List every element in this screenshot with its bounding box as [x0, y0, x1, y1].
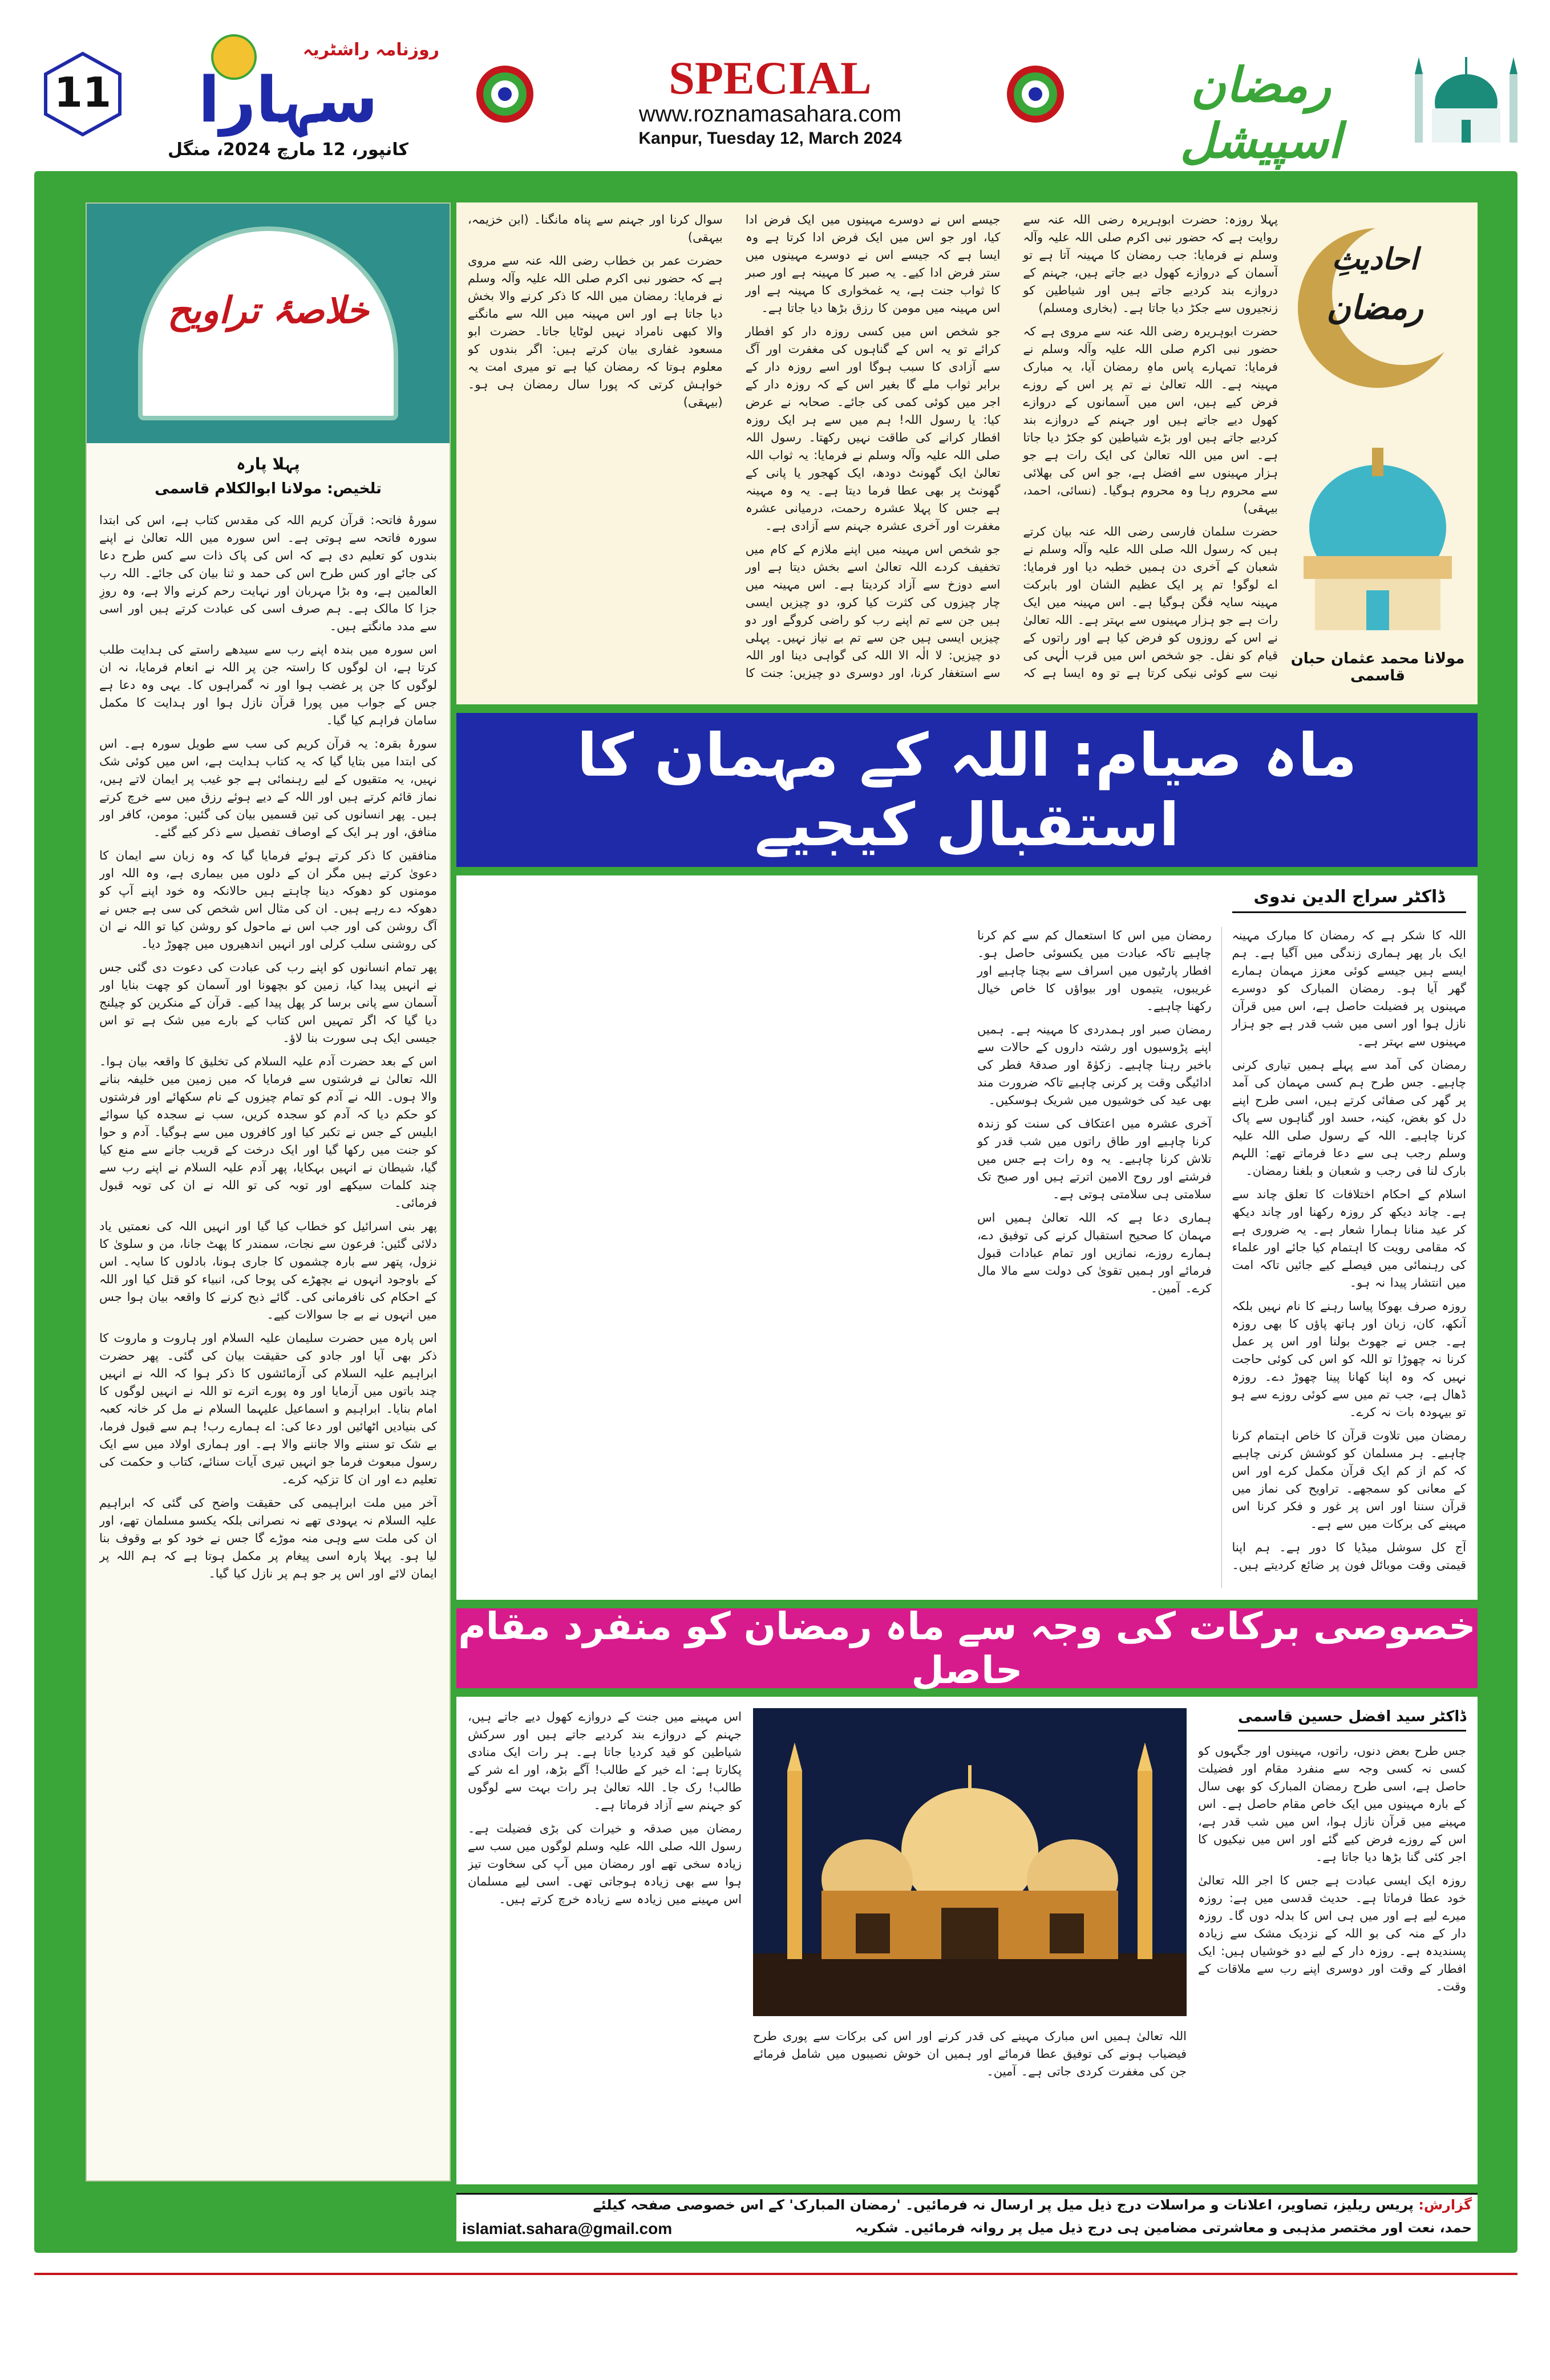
rosette-icon: [474, 63, 536, 125]
article-2-body-left: [468, 1708, 742, 2176]
khulasa-paragraph: پھر تمام انسانوں کو اپنے رب کی عبادت کی دعوت دی گئی جس نے انہیں پیدا کیا، زمین کو بچھونا اور آسمان کو چھت بنایا اور آسمان سے پانی برسا کر پھل پیدا کیے۔ قرآن کے منکرین کو چیلنج دیا گیا کہ اگر تمہیں اس کتاب کے بارے میں شک ہے تو اس جیسی ایک ہی سورت بنا لاؤ۔: [99, 960, 437, 1045]
article-2-paragraph: رمضان میں صدقہ و خیرات کی بڑی فضیلت ہے۔ رسول اللہ صلی اللہ علیہ وسلم لوگوں میں سب سے زیادہ سخی تھے اور رمضان میں آپ کی سخاوت تیز ہوا سے بھی زیادہ ہوجاتی تھی۔ اسی لیے مسلمان اس مہینے میں زیادہ سے زیادہ خرچ کرتے ہیں۔: [468, 1822, 742, 1906]
khulasa-panel: [86, 202, 451, 2182]
hadith-paragraph: پہلا روزہ: حضرت ابوہریرہ رضی اللہ عنہ سے روایت ہے کہ حضور نبی اکرم صلی اللہ علیہ وآلہ وسلم نے فرمایا: جب رمضان کا مہینہ آتا ہے تو آسمان کے دروازے کھول دیے جاتے ہیں، جہنم کے دروازے بند کردیے جاتے ہیں اور شیاطین کو زنجیروں سے جکڑ دیا جاتا ہے۔ (بخاری ومسلم): [1023, 213, 1278, 315]
footer-label: گزارش:: [1418, 2197, 1472, 2213]
hadith-paragraph: حضرت ابوہریرہ رضی اللہ عنہ سے مروی ہے کہ حضور نبی اکرم صلی اللہ علیہ وآلہ وسلم نے فرمایا: تمہارے پاس ماہِ رمضان آیا، یہ مبارک مہینہ ہے۔ اللہ تعالیٰ نے تم پر اس کے روزے فرض کیے ہیں، اس میں آسمانوں کے دروازے کھول دیے جاتے ہیں اور جہنم کے دروازے بند کردیے جاتے ہیں اور بڑے شیاطین کو جکڑ دیا جاتا ہے۔ اس میں اللہ تعالیٰ کی ایک رات ہے جو ہزار مہینوں سے افضل ہے، جو اس کی بھلائی سے محروم رہا وہ محروم ہوگیا۔ (نسائی، احمد، بیہقی): [1023, 325, 1278, 515]
masthead-logo: [143, 34, 439, 165]
article-2-paragraph: روزہ ایک ایسی عبادت ہے جس کا اجر اللہ تعالیٰ خود عطا فرماتا ہے۔ حدیث قدسی میں ہے: روزہ میرے لیے ہے اور میں ہی اس کا بدلہ دوں گا۔ روزہ دار کے منہ کی بو اللہ کے نزدیک مشک سے زیادہ پسندیدہ ہے۔ روزہ دار کے لیے دو خوشیاں ہیں: ایک افطار کے وقت اور دوسری اپنے رب سے ملاقات کے وقت۔: [1198, 1874, 1466, 1993]
khulasa-credit: تلخیص: مولانا ابوالکلام قاسمی: [155, 480, 382, 497]
footer-notice: [456, 2193, 1478, 2241]
article-1-paragraph: آخری عشرہ میں اعتکاف کی سنت کو زندہ کرنا چاہیے اور طاق راتوں میں شب قدر کو تلاش کرنا چاہیے۔ یہ وہ رات ہے جس میں فرشتے اور روح الامین اترتے ہیں اور صبح تک سلامتی ہی سلامتی ہوتی ہے۔: [977, 1117, 1212, 1201]
khulasa-paragraph: منافقین کا ذکر کرتے ہوئے فرمایا گیا کہ وہ زبان سے ایمان کا دعویٰ کرتے ہیں مگر ان کے دلوں میں بیماری ہے، وہ اللہ اور مومنوں کو دھوکہ دینا چاہتے ہیں حالانکہ وہ خود اپنے آپ کو دھوکہ دے رہے ہیں۔ ان کی مثال اس شخص کی سی ہے جس نے آگ روشن کی اور جب اس نے ماحول کو روشن کیا تو اللہ نے ان کی روشنی سلب کرلی اور انہیں اندھیروں میں چھوڑ دیا۔: [99, 849, 437, 951]
mosque-photo: [753, 1708, 1187, 2016]
footer-email[interactable]: islamiat.sahara@gmail.com: [462, 2220, 673, 2237]
masthead-name: سہارا: [198, 63, 378, 136]
article-2-paragraph: جس طرح بعض دنوں، راتوں، مہینوں اور جگہوں کو کسی نہ کسی وجہ سے منفرد مقام اور فضیلت حاصل ہے، اسی طرح رمضان المبارک کو بھی سال کے بارہ مہینوں میں ایک خاص مقام حاصل ہے۔ اس مہینے میں قرآن نازل ہوا، اس میں شب قدر ہے، اس کے روزے فرض کیے گئے اور اس میں نیکیوں کا اجر کئی گنا بڑھا دیا جاتا ہے۔: [1198, 1744, 1466, 1864]
khulasa-paragraph: اس سورہ میں بندہ اپنے رب سے سیدھے راستے کی ہدایت طلب کرتا ہے، ان لوگوں کا راستہ جن پر اللہ نے انعام فرمایا، نہ ان لوگوں کا جن پر غضب ہوا اور نہ گمراہوں کا۔ یہی وہ دعا ہے جس کے جواب میں پورا قرآن نازل ہوا اور ہدایت کا مکمل سامان فراہم کیا گیا۔: [99, 643, 437, 727]
khulasa-paragraph: پھر بنی اسرائیل کو خطاب کیا گیا اور انہیں اللہ کی نعمتیں یاد دلائی گئیں: فرعون سے نجات، سمندر کا پھٹ جانا، من و سلویٰ کا نزول، پتھر سے بارہ چشموں کا جاری ہونا، بادلوں کا سایہ۔ اس کے باوجود انہوں نے بچھڑے کی پوجا کی، انبیاء کو قتل کیا اور اللہ کے احکام کی نافرمانی کی۔ گائے ذبح کرنے کا واقعہ بیان ہوا جس میں انہوں نے بے جا سوالات کیے۔: [99, 1219, 437, 1321]
header-date: Kanpur, Tuesday 12, March 2024: [638, 129, 902, 148]
headline-banner-title: ماہ صیام: اللہ کے مہمان کا استقبال کیجیے: [577, 720, 1357, 859]
mosque-icon: [1409, 40, 1523, 154]
article-2: [456, 1697, 1478, 2184]
page-number: 11: [54, 68, 112, 116]
hadith-panel: [456, 202, 1478, 704]
article-2-byline: ڈاکٹر سید افضل حسین قاسمی: [1238, 1708, 1466, 1725]
hadith-illustration: [1284, 208, 1472, 693]
rosette-icon: [1004, 63, 1067, 125]
khulasa-paragraph: اس کے بعد حضرت آدم علیہ السلام کی تخلیق کا واقعہ بیان ہوا۔ اللہ تعالیٰ نے فرشتوں سے فرمایا کہ میں زمین میں خلیفہ بنانے والا ہوں۔ اللہ نے آدم کو تمام چیزوں کے نام سکھائے اور فرشتوں کو حکم دیا کہ آدم کو سجدہ کریں، سب نے سجدہ کیا سوائے ابلیس کے جس نے تکبر کیا اور کافروں میں سے ہوگیا۔ آدم و حوا کو جنت میں رکھا گیا اور ایک درخت کے قریب جانے سے منع کیا گیا، شیطان نے انہیں بہکایا، پھر آدم علیہ السلام نے اپنے رب سے چند کلمات سیکھے اور توبہ کی تو اللہ نے ان کی توبہ قبول فرمائی۔: [99, 1055, 437, 1210]
section-title: رمضان اسپیشل: [1180, 57, 1342, 169]
hadith-paragraph: حضرت سلمان فارسی رضی اللہ عنہ بیان کرتے ہیں کہ رسول اللہ صلی اللہ علیہ وآلہ وسلم نے شعبان کے آخری دن ہمیں خطبہ دیا اور فرمایا: اے لوگو! تم پر ایک عظیم الشان اور بابرکت مہینہ سایہ فگن ہوگیا ہے۔ اس مہینہ میں ایک رات ہے جو ہزار مہینوں سے بہتر ہے۔ اللہ تعالیٰ نے اس کے روزوں کو فرض کیا ہے اور راتوں کے قیام کو نفل۔ جو شخص اس میں قرب الٰہی کی نیت سے کوئی نیکی کرتا ہے تو وہ ایسا ہے کہ جیسے اس نے دوسرے مہینوں میں ایک فرض ادا کیا، اور جو اس میں ایک فرض ادا کرتا ہے وہ ایسا ہے کہ جیسے اس نے دوسرے مہینوں میں ستر فرض ادا کیے۔ یہ صبر کا مہینہ ہے اور صبر کا ثواب جنت ہے، یہ غمخواری کا مہینہ ہے اور اس مہینہ میں مومن کا رزق بڑھا دیا جاتا ہے۔: [745, 213, 1278, 680]
article-2-body-right: [1198, 1742, 1466, 2176]
subheadline-banner: [456, 1604, 1478, 1692]
article-1-paragraph: رمضان کی آمد سے پہلے ہمیں تیاری کرنی چاہیے۔ جس طرح ہم کسی مہمان کی آمد پر گھر کی صفائی کرتے ہیں، اسی طرح اپنے دل کو بغض، کینہ، حسد اور گناہوں سے پاک کرنا چاہیے۔ اللہ کے رسول صلی اللہ علیہ وسلم رجب ہی سے دعا فرماتے تھے: اللہم بارک لنا فی رجب و شعبان و بلغنا رمضان۔: [1232, 1058, 1466, 1178]
khulasa-title: خلاصۂ تراویح: [167, 290, 369, 332]
article-1-paragraph: آج کل سوشل میڈیا کا دور ہے۔ ہم اپنا قیمتی وقت موبائل فون پر ضائع کردیتے ہیں۔ رمضان میں اس کا استعمال کم سے کم کرنا چاہیے تاکہ عبادت میں یکسوئی حاصل ہو۔ افطار پارٹیوں میں اسراف سے بچنا چاہیے اور غریبوں، یتیموں اور بیواؤں کا خاص خیال رکھنا چاہیے۔: [977, 929, 1466, 1572]
page-header: [0, 0, 1550, 183]
special-title: SPECIAL: [669, 52, 872, 104]
byline-rule: [1238, 1730, 1466, 1732]
article-1-byline: ڈاکٹر سراج الدین ندوی: [1253, 887, 1445, 907]
hadith-title-1: احادیثِ: [1332, 242, 1418, 277]
article-1-author: [1232, 887, 1466, 913]
article-1-paragraph: ہماری دعا ہے کہ اللہ تعالیٰ ہمیں اس مہمان کا صحیح استقبال کرنے کی توفیق دے، ہمارے روزے، نمازیں اور تمام عبادات قبول فرمائے اور ہمیں تقویٰ کی دولت سے مالا مال کرے۔ آمین۔: [977, 1211, 1212, 1295]
subheadline-banner-title: خصوصی برکات کی وجہ سے ماہ رمضان کو منفرد مقام حاصل: [458, 1604, 1476, 1692]
hadith-title-2: رمضان: [1326, 288, 1423, 327]
article-2-paragraph: اس مہینے میں جنت کے دروازے کھول دیے جاتے ہیں، جہنم کے دروازے بند کردیے جاتے ہیں اور سرکش شیاطین کو قید کردیا جاتا ہے۔ ہر رات ایک منادی پکارتا ہے: اے خیر کے طالب! آگے بڑھ، اور اے شر کے طالب! رک جا۔ اللہ تعالیٰ ہر رات بہت سے لوگوں کو جہنم سے آزاد فرماتا ہے۔: [468, 1710, 742, 1812]
footer-line-1: [462, 2197, 1472, 2213]
footer-text-2: حمد، نعت اور مختصر مذہبی و معاشرتی مضامین ہی درج ذیل میل پر روانہ فرمائیں۔ شکریہ: [855, 2220, 1472, 2236]
article-1-paragraph: اللہ کا شکر ہے کہ رمضان کا مبارک مہینہ ایک بار پھر ہماری زندگی میں آگیا ہے۔ ہم ایسے ہیں جیسے کوئی معزز مہمان ہمارے گھر آیا ہو۔ رمضان المبارک کو دوسرے مہینوں پر فضیلت حاصل ہے، اس میں قرآن نازل ہوا اور اسی میں شب قدر ہے جو ہزار مہینوں سے بہتر ہے۔: [1232, 929, 1466, 1048]
khulasa-paragraph: سورۂ فاتحہ: قرآن کریم اللہ کی مقدس کتاب ہے، اس کی ابتدا سورہ فاتحہ سے ہوتی ہے۔ اس سورہ میں اللہ تعالیٰ نے اپنے بندوں کو تعلیم دی ہے کہ اس کی پاک ذات سے کس طرح دعا کی جائے اور کس طرح اس کی حمد و ثنا بیان کی جائے۔ اللہ رب العالمین ہے، وہ بڑا مہربان اور نہایت رحم کرنے والا ہے، وہ روزِ جزا کا مالک ہے۔ ہم صرف اسی کی عبادت کرتے ہیں اور اسی سے مدد مانگتے ہیں۔: [99, 513, 437, 633]
article-1-body: [468, 927, 1466, 1588]
khulasa-subtitle: پہلا پارہ: [236, 455, 300, 473]
mosque-icon: [753, 1708, 1187, 2016]
page-number-badge: [40, 51, 126, 137]
site-url[interactable]: www.roznamasahara.com: [638, 102, 902, 127]
article-1: [456, 875, 1478, 1600]
article-2-paragraph: اللہ تعالیٰ ہمیں اس مبارک مہینے کی قدر کرنے اور اس کی برکات سے پوری طرح فیضیاب ہونے کی توفیق عطا فرمائے اور ہمیں ان خوش نصیبوں میں شامل فرمائے جن کی مغفرت کردی جاتی ہے۔ آمین۔: [753, 2029, 1187, 2078]
khulasa-paragraph: اس پارہ میں حضرت سلیمان علیہ السلام اور ہاروت و ماروت کا ذکر بھی آیا اور جادو کی حقیقت بیان کی گئی۔ پھر حضرت ابراہیم علیہ السلام کی آزمائشوں کا ذکر ہوا کہ اللہ نے انہیں چند باتوں میں آزمایا اور وہ پورے اترے تو اللہ نے انہیں لوگوں کا امام بنایا۔ ابراہیم و اسماعیل علیہما السلام نے مل کر خانہ کعبہ کی بنیادیں اٹھائیں اور دعا کی: اے ہمارے رب! ہم سے قبول فرما، بے شک تو سننے والا جاننے والا ہے۔ اور ہماری اولاد میں سے ایک رسول مبعوث فرما جو انہیں تیری آیات سنائے، کتاب و حکمت کی تعلیم دے اور ان کا تزکیہ کرے۔: [99, 1331, 437, 1486]
hadith-paragraph: حضرت عمر بن خطاب رضی اللہ عنہ سے مروی ہے کہ حضور نبی اکرم صلی اللہ علیہ وآلہ وسلم نے فرمایا: رمضان میں اللہ کا ذکر کرنے والا بخش دیا جاتا ہے اور اس مہینہ میں اللہ سے مانگنے والا کبھی نامراد نہیں لوٹایا جاتا۔ حضرت ابو مسعود غفاری بیان کرتے ہیں: اگر بندوں کو معلوم ہوتا کہ رمضان کیا ہے تو میری امت یہ خواہش کرتی کہ پورا سال رمضان ہی ہو۔ (بیہقی): [468, 254, 723, 409]
hadith-author: مولانا محمد عثمان حبان قاسمی: [1290, 650, 1465, 684]
byline-rule: [1232, 911, 1466, 913]
footer-line-2: [462, 2220, 1472, 2240]
article-2-author: [1238, 1708, 1466, 1732]
hadith-body: [468, 211, 1278, 696]
article-1-paragraph: رمضان صبر اور ہمدردی کا مہینہ ہے۔ ہمیں اپنے پڑوسیوں اور رشتہ داروں کے حالات سے باخبر رہنا چاہیے۔ زکوٰۃ اور صدقۂ فطر کی ادائیگی وقت پر کرنی چاہیے تاکہ ضرورت مند بھی عید کی خوشیوں میں شریک ہوسکیں۔: [977, 1023, 1212, 1107]
bottom-rule: [34, 2273, 1517, 2275]
masthead-dateline: کانپور، 12 مارچ 2024، منگل: [168, 140, 408, 160]
article-1-paragraph: روزہ صرف بھوکا پیاسا رہنے کا نام نہیں بلکہ آنکھ، کان، زبان اور ہاتھ پاؤں کا بھی روزہ ہے۔ جس نے جھوٹ بولنا اور اس پر عمل کرنا نہ چھوڑا تو اللہ کو اس کی کوئی حاجت نہیں کہ وہ اپنا کھانا پینا چھوڑ دے۔ روزہ ڈھال ہے، جب تم میں سے کوئی روزے سے ہو تو بیہودہ بات نہ کرے۔: [1232, 1299, 1466, 1419]
headline-banner: [456, 713, 1478, 867]
mosque-icon: [1292, 448, 1463, 636]
masthead-top-text: روزنامہ راشٹریہ: [302, 40, 439, 60]
footer-text-1: پریس ریلیز، تصاویر، اعلانات و مراسلات درج ذیل میل پر ارسال نہ فرمائیں۔ 'رمضان المبارک' کے اس خصوصی صفحہ کیلئے: [593, 2197, 1414, 2213]
khulasa-body: [99, 512, 437, 2171]
hadith-paragraph: جو شخص اس میں کسی روزہ دار کو افطار کرائے تو یہ اس کے گناہوں کی مغفرت اور آگ سے آزادی کا سبب ہوگا اور اسے روزہ دار کے برابر ثواب ملے گا بغیر اس کے کہ روزہ دار کے اجر میں کوئی کمی کی جائے۔ صحابہ نے عرض کیا: یا رسول اللہ! ہم میں سے ہر ایک روزہ افطار کرانے کی طاقت نہیں رکھتا۔ رسول اللہ صلی اللہ علیہ وآلہ وسلم نے فرمایا: یہ ثواب اللہ تعالیٰ ایک گھونٹ دودھ، ایک کھجور یا پانی کے گھونٹ پر بھی عطا فرما دیتا ہے۔ یہ وہ مہینہ ہے جس کا پہلا عشرہ رحمت، درمیانی عشرہ مغفرت اور آخری عشرہ جہنم سے آزادی ہے۔: [745, 325, 1001, 533]
khulasa-paragraph: آخر میں ملت ابراہیمی کی حقیقت واضح کی گئی کہ ابراہیم علیہ السلام نہ یہودی تھے نہ نصرانی بلکہ یکسو مسلمان تھے، اور ان کی ملت سے وہی منہ موڑے گا جس نے خود کو بے وقوف بنا لیا ہو۔ پہلا پارہ اسی پیغام پر مکمل ہوتا ہے کہ ہم اللہ پر ایمان لائے اور اس پر جو ہم پر نازل کیا گیا۔: [99, 1496, 437, 1580]
article-2-body-bottom: [753, 2028, 1187, 2176]
article-1-paragraph: اسلام کے احکام اختلافات کا تعلق چاند سے ہے۔ چاند دیکھ کر روزہ رکھنا اور چاند دیکھ کر عید منانا ہمارا شعار ہے۔ یہ ضروری ہے کہ مقامی رویت کا اہتمام کیا جائے اور علماء کی رہنمائی میں فیصلے کیے جائیں تاکہ امت میں انتشار پیدا نہ ہو۔: [1232, 1187, 1466, 1290]
hadith-paragraph: جو شخص اس مہینہ میں اپنے ملازم کے کام میں تخفیف کردے اللہ تعالیٰ اسے بخش دیتا ہے اور اسے دوزخ سے آزاد کردیتا ہے۔ اس مہینہ میں چار چیزوں کی کثرت کیا کرو، دو چیزیں ایسی ہیں جن سے تم اپنے رب کو راضی کروگے اور دو چیزیں ایسی ہیں جن سے تم بے نیاز نہیں۔ پہلی دو چیزیں: لا الٰہ الا اللہ کی گواہی دینا اور اللہ سے استغفار کرنا، اور دوسری دو چیزیں: جنت کا سوال کرنا اور جہنم سے پناہ مانگنا۔ (ابن خزیمہ، بیہقی): [468, 213, 1001, 680]
article-1-paragraph: رمضان میں تلاوت قرآن کا خاص اہتمام کرنا چاہیے۔ ہر مسلمان کو کوشش کرنی چاہیے کہ کم از کم ایک قرآن مکمل کرے اور اس کے معانی کو سمجھے۔ تراویح کی نماز میں قرآن سننا اور اس پر غور و فکر کرنا اس مہینے کی برکات میں سے ہے۔: [1232, 1429, 1466, 1531]
khulasa-paragraph: سورۂ بقرہ: یہ قرآن کریم کی سب سے طویل سورہ ہے۔ اس کی ابتدا میں بتایا گیا کہ یہ کتاب ہدایت ہے، اس میں کوئی شک نہیں، یہ متقیوں کے لیے رہنمائی ہے جو غیب پر ایمان لاتے ہیں، نماز قائم کرتے ہیں اور اللہ کے دیے ہوئے رزق میں سے خرچ کرتے ہیں۔ پھر انسانوں کی تین قسمیں بیان کی گئیں: مومن، کافر اور منافق، اور ہر ایک کے اوصاف تفصیل سے ذکر کیے گئے۔: [99, 737, 437, 839]
khulasa-header: [87, 204, 450, 443]
